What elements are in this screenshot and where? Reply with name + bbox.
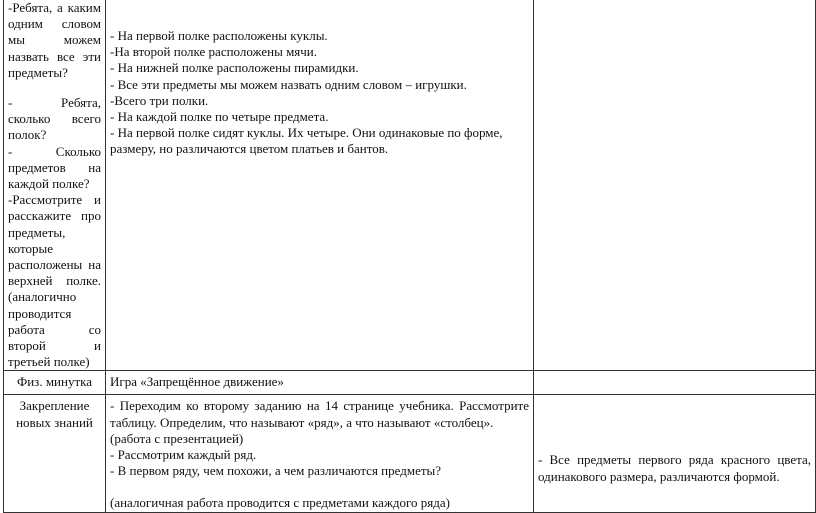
activity-text: (работа с презентацией): [110, 430, 244, 446]
teacher-question: -Ребята, а каким одним словом мы можем назвать все эти предметы?: [8, 0, 101, 80]
notes-cell: [534, 395, 816, 512]
student-answer: - На каждой полке по четыре предмета.: [110, 109, 329, 125]
student-answer: - На нижней полке расположены пирамидки.: [110, 60, 359, 76]
stage-label: Закрепление новых знаний: [16, 398, 93, 430]
student-answer: - Все эти предметы мы можем назвать одним словом – игрушки.: [110, 76, 467, 92]
student-answers-cell: [106, 0, 534, 371]
student-answer: - На первой полке сидят куклы. Их четыре. Они одинаковые по форме, размеру, но различаются цветом платьев и бантов.: [110, 125, 503, 157]
activity-text: Игра «Запрещённое движение»: [110, 374, 284, 390]
teacher-questions-cell: [4, 0, 106, 371]
student-answer: -Всего три полки.: [110, 92, 209, 108]
student-answer: - На первой полке расположены куклы.: [110, 28, 328, 43]
activity-text: - Переходим ко второму заданию на 14 странице учебника. Рассмотрите таблицу. Определим, что называют «ряд», а что называют «столбец».: [110, 398, 529, 430]
table-row: [4, 395, 816, 512]
lesson-plan-table: [3, 0, 816, 513]
table-row: [4, 371, 816, 395]
teacher-question: - Ребята, сколько всего полок?: [8, 95, 101, 143]
content-cell: [106, 395, 534, 512]
table-row: [4, 0, 816, 371]
notes-cell: [534, 371, 816, 395]
activity-text: - Рассмотрим каждый ряд.: [110, 447, 257, 463]
student-answer: -На второй полке расположены мячи.: [110, 44, 318, 60]
activity-text: - В первом ряду, чем похожи, а чем различаются предметы?: [110, 463, 442, 479]
stage-cell: [4, 395, 106, 512]
teacher-question: - Сколько предметов на каждой полке?: [8, 143, 101, 192]
content-cell: [106, 371, 534, 395]
activity-text: (аналогичная работа проводится с предметами каждого ряда): [110, 495, 450, 511]
stage-cell: [4, 371, 106, 395]
notes-cell: [534, 0, 816, 371]
notes-text: - Все предметы первого ряда красного цвета, одинакового размера, различаются формой.: [538, 452, 811, 484]
teacher-question: -Рассмотрите и расскажите про предметы, которые расположены на верхней полке. (аналогично проводится работа со второй и третьей полке): [8, 192, 101, 370]
stage-label: Физ. минутка: [16, 374, 93, 390]
